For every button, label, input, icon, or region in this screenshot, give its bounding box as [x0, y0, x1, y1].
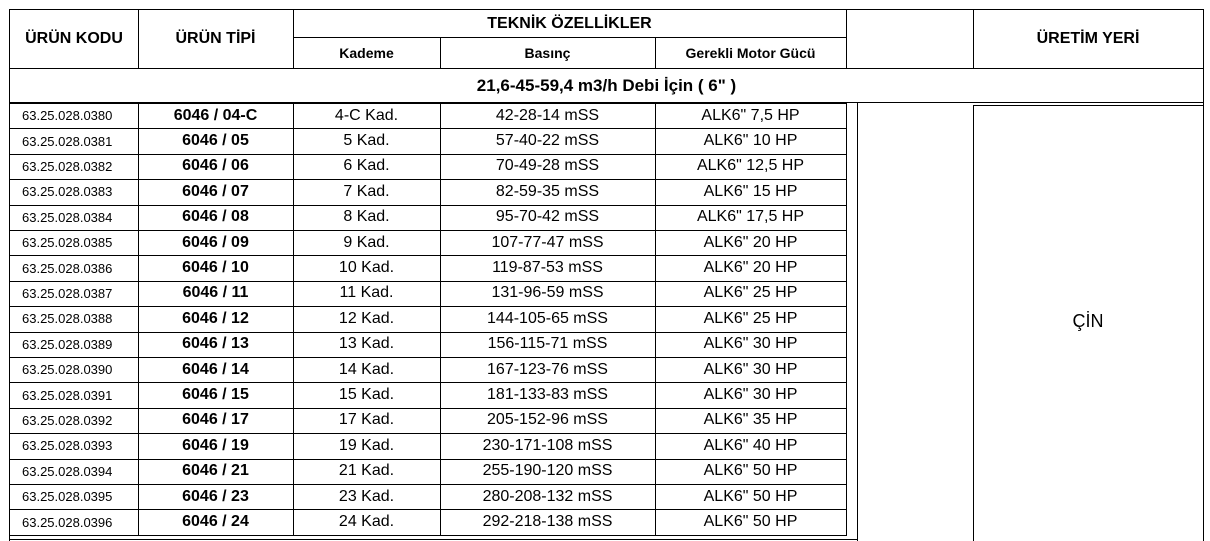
stage-cell: 12 Kad.: [338, 309, 395, 327]
product-code-cell: 63.25.028.0381: [22, 133, 113, 149]
pressure-cell: 292-218-138 mSS: [482, 513, 613, 531]
header-product-type: ÜRÜN TİPİ: [175, 30, 256, 47]
pressure-cell: 181-133-83 mSS: [487, 386, 608, 404]
product-code-cell: 63.25.028.0385: [22, 235, 113, 251]
stage-cell: 8 Kad.: [343, 208, 390, 226]
header-stage: Kademe: [339, 45, 394, 61]
product-type-cell: 6046 / 09: [182, 233, 249, 251]
pressure-cell: 57-40-22 mSS: [495, 132, 600, 150]
product-type-cell: 6046 / 08: [182, 208, 249, 226]
product-code-cell: 63.25.028.0384: [22, 209, 113, 225]
product-code-cell: 63.25.028.0388: [22, 311, 113, 327]
stage-cell: 7 Kad.: [343, 182, 390, 200]
stage-cell: 23 Kad.: [338, 487, 395, 505]
motor-power-cell: ALK6" 25 HP: [703, 284, 798, 302]
stage-cell: 5 Kad.: [343, 132, 390, 150]
product-code-cell: 63.25.028.0389: [22, 336, 113, 352]
motor-power-cell: ALK6" 15 HP: [703, 182, 798, 200]
motor-power-cell: ALK6" 50 HP: [703, 462, 798, 480]
header-technical-features: TEKNİK ÖZELLİKLER: [487, 14, 652, 32]
stage-cell: 14 Kad.: [338, 360, 395, 378]
pressure-cell: 70-49-28 mSS: [495, 157, 600, 175]
motor-power-cell: ALK6" 40 HP: [703, 436, 798, 454]
pressure-cell: 255-190-120 mSS: [482, 462, 613, 480]
product-type-cell: 6046 / 12: [182, 309, 249, 327]
motor-power-cell: ALK6" 10 HP: [703, 132, 798, 150]
motor-power-cell: ALK6" 25 HP: [703, 309, 798, 327]
product-code-cell: 63.25.028.0380: [22, 108, 113, 124]
header-product-code: ÜRÜN KODU: [25, 30, 123, 47]
stage-cell: 13 Kad.: [338, 335, 395, 353]
pressure-cell: 82-59-35 mSS: [495, 182, 600, 200]
product-type-cell: 6046 / 24: [182, 513, 249, 531]
product-type-cell: 6046 / 19: [182, 436, 249, 454]
pressure-cell: 205-152-96 mSS: [487, 411, 608, 429]
product-code-cell: 63.25.028.0391: [22, 387, 113, 403]
header-motor-power: Gerekli Motor Gücü: [685, 45, 816, 61]
stage-cell: 4-C Kad.: [334, 106, 399, 124]
product-type-cell: 6046 / 17: [182, 411, 249, 429]
pressure-cell: 144-105-65 mSS: [487, 309, 608, 327]
product-type-cell: 6046 / 05: [182, 132, 249, 150]
product-code-cell: 63.25.028.0395: [22, 489, 113, 505]
product-code-cell: 63.25.028.0392: [22, 412, 113, 428]
stage-cell: 21 Kad.: [338, 462, 395, 480]
product-type-cell: 6046 / 13: [182, 335, 249, 353]
stage-cell: 24 Kad.: [338, 513, 395, 531]
motor-power-cell: ALK6" 30 HP: [703, 335, 798, 353]
pressure-cell: 95-70-42 mSS: [495, 208, 600, 226]
product-code-cell: 63.25.028.0394: [22, 463, 113, 479]
motor-power-cell: ALK6" 35 HP: [703, 411, 798, 429]
motor-power-cell: ALK6" 50 HP: [703, 513, 798, 531]
stage-cell: 9 Kad.: [343, 233, 390, 251]
header-pressure: Basınç: [524, 45, 571, 61]
product-code-cell: 63.25.028.0382: [22, 158, 113, 174]
stage-cell: 10 Kad.: [338, 259, 395, 277]
header-production-place: ÜRETİM YERİ: [1036, 30, 1140, 47]
motor-power-cell: ALK6" 7,5 HP: [701, 106, 800, 124]
product-code-cell: 63.25.028.0393: [22, 438, 113, 454]
pressure-cell: 119-87-53 mSS: [492, 259, 603, 277]
motor-power-cell: ALK6" 30 HP: [703, 386, 798, 404]
product-code-cell: 63.25.028.0386: [22, 260, 113, 276]
product-type-cell: 6046 / 04-C: [173, 106, 258, 124]
stage-cell: 17 Kad.: [338, 411, 395, 429]
pressure-cell: 156-115-71 mSS: [487, 335, 608, 353]
product-type-cell: 6046 / 10: [182, 259, 249, 277]
product-type-cell: 6046 / 07: [182, 182, 249, 200]
stage-cell: 11 Kad.: [339, 284, 394, 302]
motor-power-cell: ALK6" 20 HP: [703, 259, 798, 277]
stage-cell: 15 Kad.: [338, 386, 395, 404]
motor-power-cell: ALK6" 12,5 HP: [696, 157, 805, 175]
flow-rate-band: 21,6-45-59,4 m3/h Debi İçin ( 6" ): [476, 75, 737, 95]
pressure-cell: 131-96-59 mSS: [491, 284, 604, 302]
motor-power-cell: ALK6" 30 HP: [703, 360, 798, 378]
pressure-cell: 280-208-132 mSS: [482, 487, 613, 505]
pressure-cell: 107-77-47 mSS: [491, 233, 604, 251]
product-code-cell: 63.25.028.0387: [22, 285, 113, 301]
product-code-cell: 63.25.028.0383: [22, 184, 113, 200]
product-type-cell: 6046 / 06: [182, 157, 249, 175]
product-type-cell: 6046 / 23: [182, 487, 249, 505]
product-type-cell: 6046 / 11: [182, 284, 249, 302]
pressure-cell: 42-28-14 mSS: [495, 106, 600, 124]
motor-power-cell: ALK6" 17,5 HP: [696, 208, 805, 226]
product-type-cell: 6046 / 15: [182, 386, 249, 404]
pressure-cell: 230-171-108 mSS: [482, 436, 613, 454]
product-code-cell: 63.25.028.0390: [22, 362, 113, 378]
pressure-cell: 167-123-76 mSS: [487, 360, 608, 378]
motor-power-cell: ALK6" 20 HP: [703, 233, 798, 251]
product-type-cell: 6046 / 14: [182, 360, 249, 378]
product-type-cell: 6046 / 21: [182, 462, 249, 480]
product-code-cell: 63.25.028.0396: [22, 514, 113, 530]
motor-power-cell: ALK6" 50 HP: [703, 487, 798, 505]
production-place-value: ÇİN: [1072, 310, 1104, 331]
stage-cell: 6 Kad.: [343, 157, 390, 175]
stage-cell: 19 Kad.: [338, 436, 395, 454]
